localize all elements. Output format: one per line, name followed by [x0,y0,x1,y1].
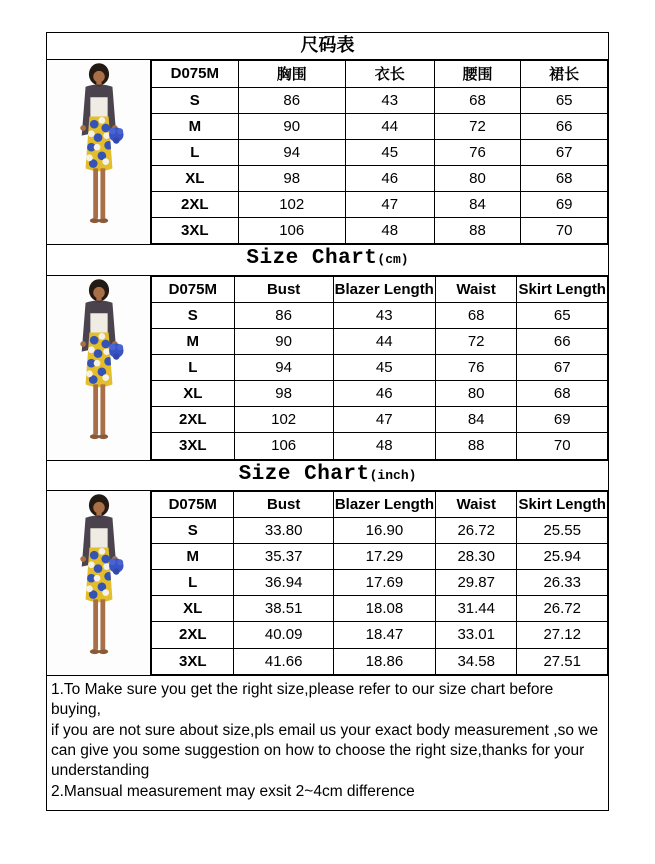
column-header: Skirt Length [517,491,608,517]
size-value: 29.87 [436,570,517,596]
size-value: 40.09 [234,622,333,648]
size-value: 86 [234,302,333,328]
table-title-cn [47,33,608,60]
size-row [152,381,608,407]
size-table-cn [151,60,608,244]
size-row [152,165,608,191]
size-value: 25.94 [517,543,608,569]
size-value: 68 [521,165,608,191]
size-table-block-inch [47,461,608,676]
size-value: 67 [517,354,608,380]
size-value: 26.72 [436,517,517,543]
column-header: 裙长 [521,61,608,87]
size-value: 68 [434,87,521,113]
note-line: 1.To Make sure you get the right size,please refer to our size chart before buying, [51,680,554,719]
size-value: 98 [234,381,333,407]
note-line: 2.Mansual measurement may exsit 2~4cm difference [51,782,415,800]
table-title-cm [47,245,608,275]
model-photo-graphic [51,276,147,460]
size-value: 18.86 [333,648,435,674]
size-value: 69 [521,192,608,218]
size-value: 46 [345,165,434,191]
size-value: 27.51 [517,648,608,674]
table-title-unit: (cm) [377,252,409,268]
size-value: 76 [434,139,521,165]
size-value: 38.51 [234,596,333,622]
size-label: M [152,543,234,569]
size-value: 41.66 [234,648,333,674]
size-value: 94 [238,139,345,165]
size-value: 48 [345,218,434,244]
size-label: 2XL [152,407,235,433]
size-value: 46 [333,381,435,407]
size-value: 76 [435,354,517,380]
size-value: 102 [234,407,333,433]
size-value: 90 [238,113,345,139]
column-header: Waist [436,491,517,517]
size-value: 47 [333,407,435,433]
column-header: 胸围 [238,61,345,87]
size-value: 70 [517,433,608,459]
size-value: 48 [333,433,435,459]
size-value: 45 [345,139,434,165]
table-title-text: Size Chart [238,462,370,486]
size-value: 35.37 [234,543,333,569]
size-value: 43 [333,302,435,328]
column-header: 衣长 [345,61,434,87]
size-row [152,192,608,218]
size-value: 28.30 [436,543,517,569]
column-header: Blazer Length [333,491,435,517]
size-label: S [152,517,234,543]
table-title-text: 尺码表 [300,35,355,55]
size-value: 17.29 [333,543,435,569]
size-value: 86 [238,87,345,113]
size-label: S [152,302,235,328]
size-row [152,570,608,596]
size-row [152,433,608,459]
size-value: 68 [435,302,517,328]
size-label: 2XL [152,192,239,218]
size-row [152,407,608,433]
size-value: 65 [521,87,608,113]
product-photo [47,491,151,675]
size-row [152,517,608,543]
size-value: 88 [434,218,521,244]
size-value: 45 [333,354,435,380]
size-label: XL [152,596,234,622]
size-label: L [152,139,239,165]
size-value: 16.90 [333,517,435,543]
column-header: Waist [435,276,517,302]
size-value: 17.69 [333,570,435,596]
size-row [152,622,608,648]
size-label: 3XL [152,433,235,459]
size-value: 66 [517,328,608,354]
size-value: 66 [521,113,608,139]
size-value: 33.01 [436,622,517,648]
size-row [152,543,608,569]
size-value: 68 [517,381,608,407]
size-value: 84 [434,192,521,218]
size-value: 44 [345,113,434,139]
size-value: 36.94 [234,570,333,596]
note-line: if you are not sure about size,pls email us your exact body measurement ,so we can give you some suggestion on how to choose the right size,thanks for your understanding [51,721,599,780]
size-label: XL [152,165,239,191]
table-title-inch [47,461,608,491]
header-row [152,61,608,87]
size-value: 98 [238,165,345,191]
size-row [152,87,608,113]
size-value: 106 [234,433,333,459]
size-label: 2XL [152,622,234,648]
size-table-cm [151,276,608,460]
size-value: 18.08 [333,596,435,622]
size-label: S [152,87,239,113]
size-value: 25.55 [517,517,608,543]
size-row [152,113,608,139]
size-label: XL [152,381,235,407]
size-value: 33.80 [234,517,333,543]
product-photo [47,276,151,460]
size-chart-sheet [46,32,609,811]
size-value: 88 [435,433,517,459]
column-header: Blazer Length [333,276,435,302]
size-row [152,354,608,380]
size-value: 67 [521,139,608,165]
size-label: 3XL [152,648,234,674]
product-photo [47,60,151,244]
size-value: 44 [333,328,435,354]
table-body-cm [47,276,608,460]
size-label: L [152,570,234,596]
column-header: Bust [234,276,333,302]
column-header: Skirt Length [517,276,608,302]
column-header: D075M [152,61,239,87]
size-row [152,648,608,674]
size-label: M [152,328,235,354]
size-table-inch [151,491,608,675]
model-photo-graphic [51,60,147,244]
size-value: 90 [234,328,333,354]
size-value: 72 [434,113,521,139]
table-title-text: Size Chart [246,247,378,271]
column-header: 腰围 [434,61,521,87]
size-value: 70 [521,218,608,244]
header-row [152,276,608,302]
size-value: 47 [345,192,434,218]
header-row [152,491,608,517]
size-value: 26.33 [517,570,608,596]
size-value: 26.72 [517,596,608,622]
size-value: 106 [238,218,345,244]
size-value: 69 [517,407,608,433]
size-label: 3XL [152,218,239,244]
size-row [152,139,608,165]
size-row [152,302,608,328]
size-table-block-cm [47,245,608,460]
size-value: 65 [517,302,608,328]
size-value: 18.47 [333,622,435,648]
table-body-inch [47,491,608,675]
size-table-block-cn [47,33,608,245]
size-row [152,328,608,354]
size-row [152,596,608,622]
column-header: D075M [152,276,235,302]
size-notes [47,676,608,811]
size-label: M [152,113,239,139]
size-value: 34.58 [436,648,517,674]
table-body-cn [47,60,608,244]
size-value: 80 [435,381,517,407]
size-row [152,218,608,244]
size-value: 102 [238,192,345,218]
size-value: 43 [345,87,434,113]
size-value: 27.12 [517,622,608,648]
size-value: 84 [435,407,517,433]
size-value: 80 [434,165,521,191]
size-value: 94 [234,354,333,380]
column-header: Bust [234,491,333,517]
size-label: L [152,354,235,380]
model-photo-graphic [51,491,147,675]
size-value: 72 [435,328,517,354]
size-value: 31.44 [436,596,517,622]
column-header: D075M [152,491,234,517]
table-title-unit: (inch) [369,467,417,483]
